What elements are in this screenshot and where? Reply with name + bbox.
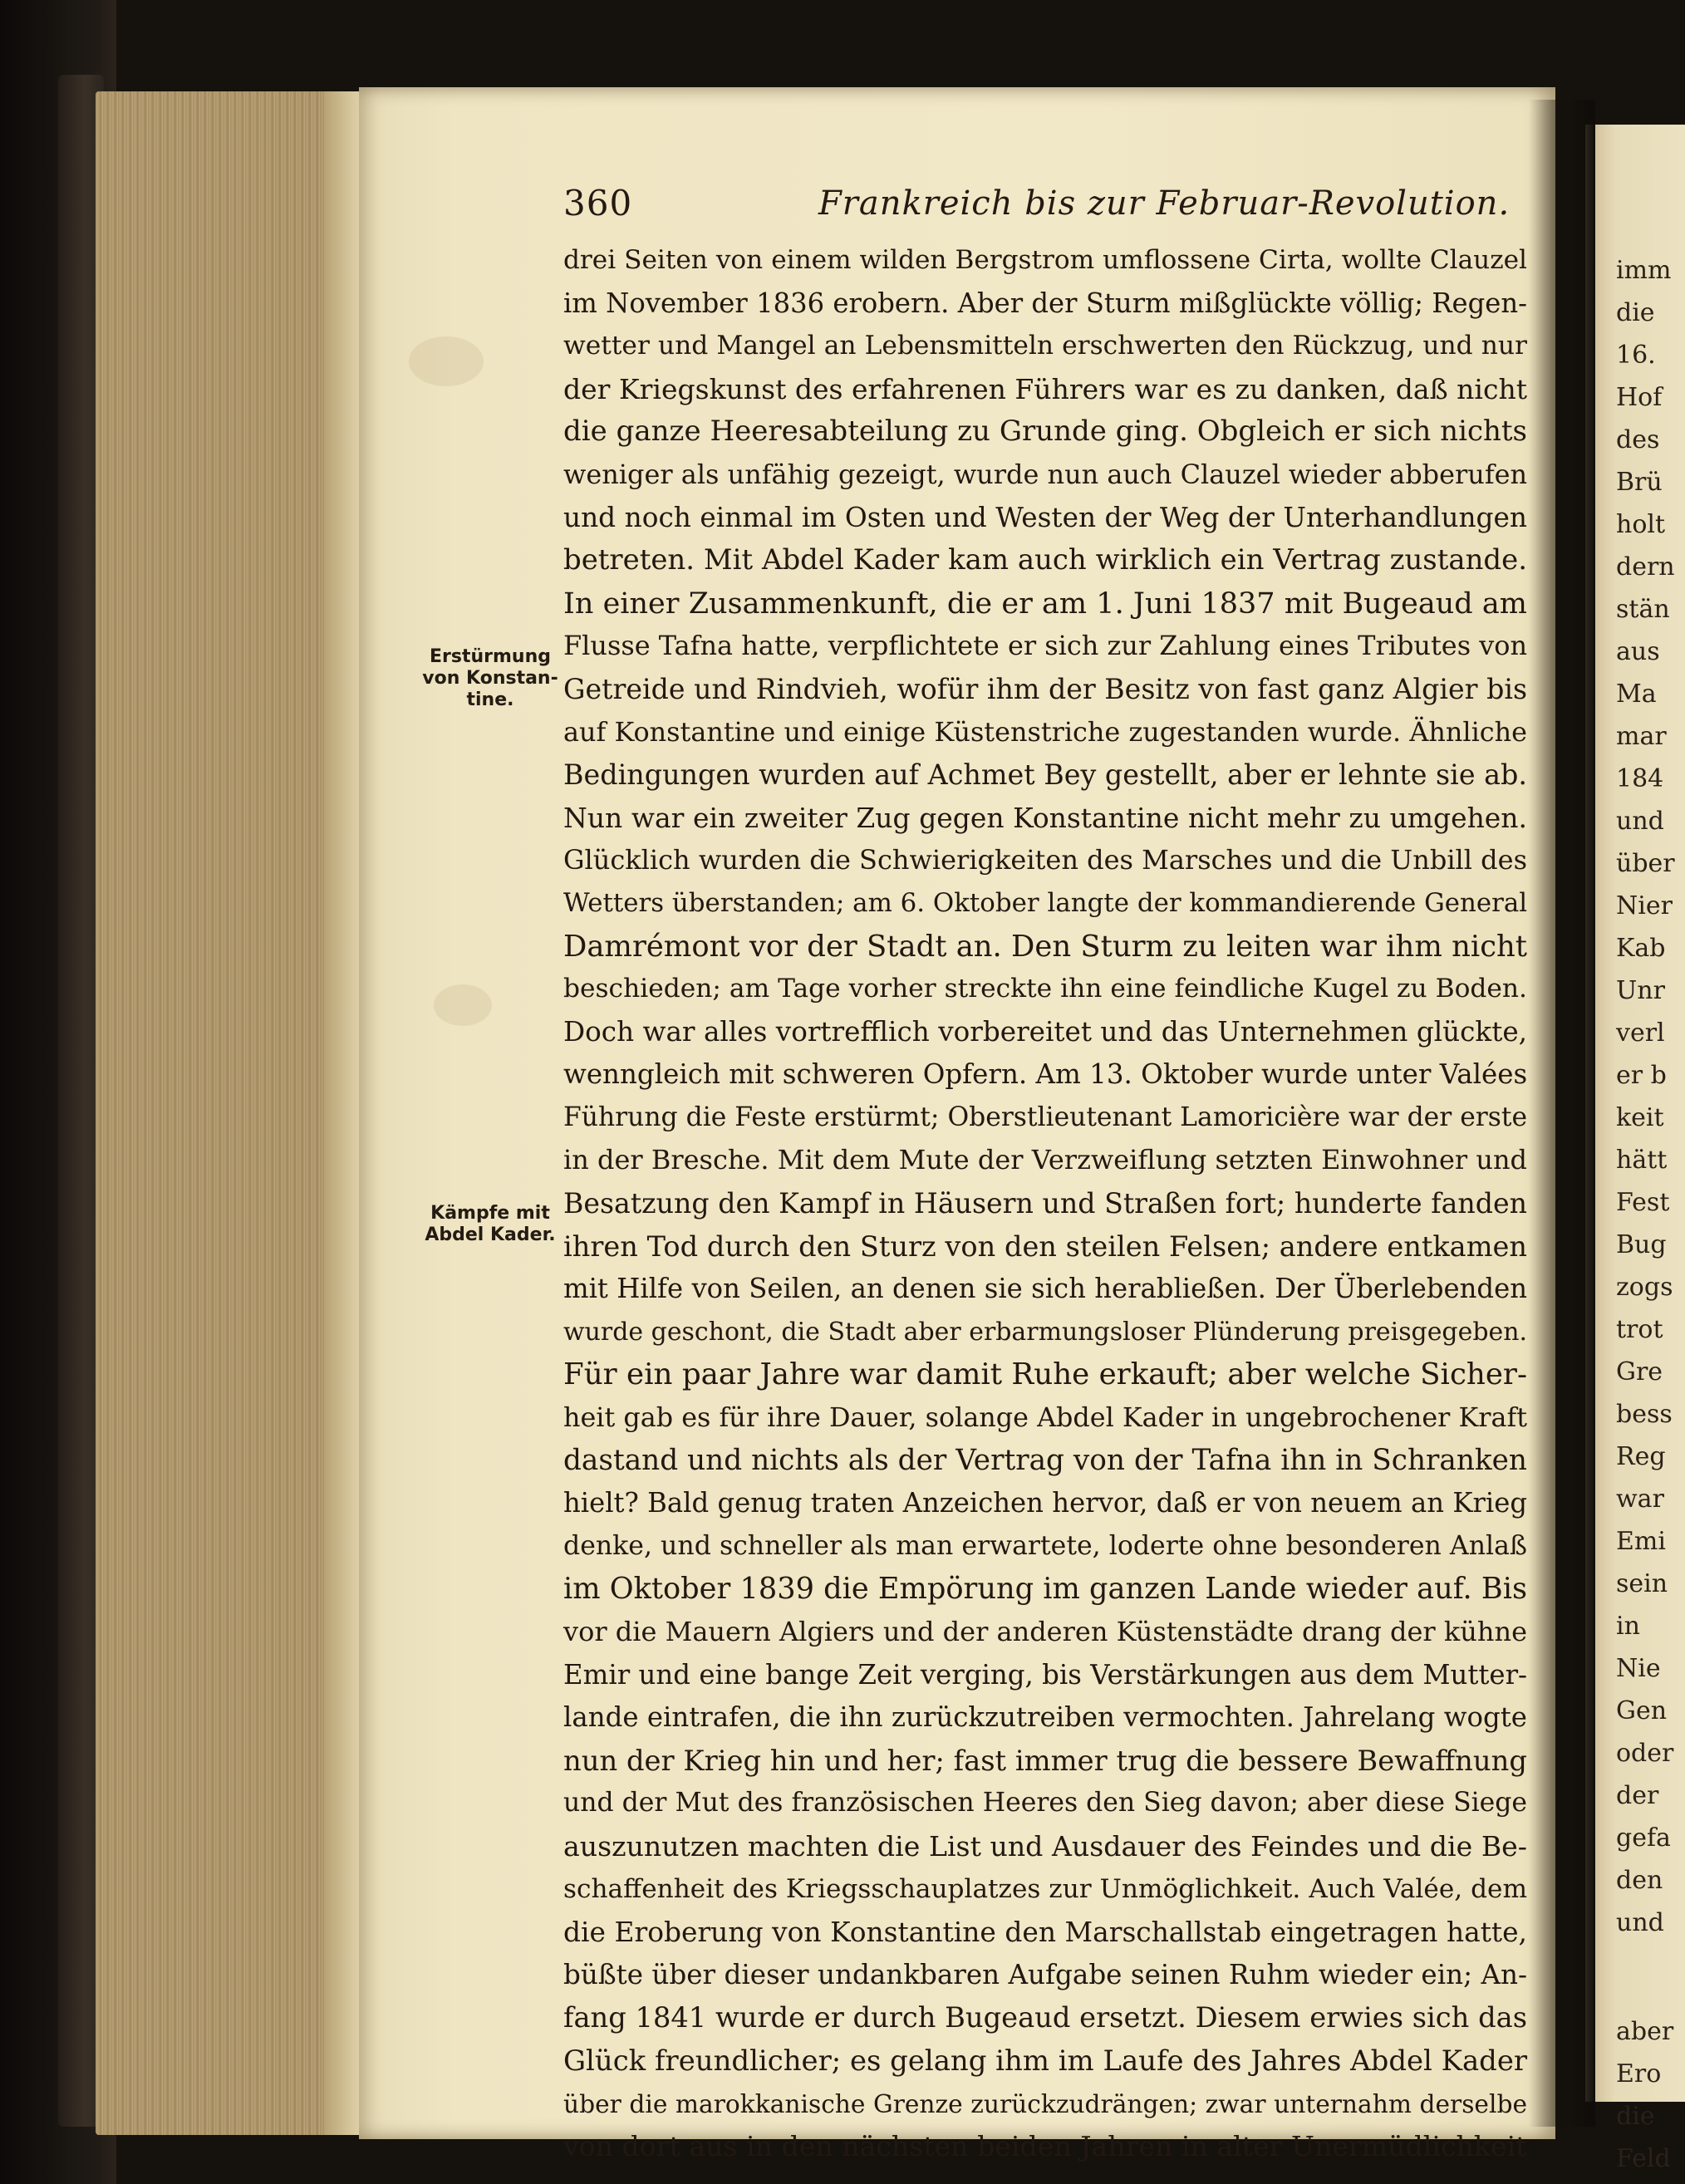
text-line: fang 1841 wurde er durch Bugeaud ersetzt. Diesem erwies sich das (563, 2001, 1527, 2034)
page-number: 360 (563, 183, 633, 223)
text-line: Wetters überstanden; am 6. Oktober langte der kommandierende General (563, 887, 1528, 918)
text-line: Für ein paar Jahre war damit Ruhe erkauft; aber welche Sicher- (563, 1357, 1527, 1392)
text-line: ihren Tod durch den Sturz von den steilen Felsen; andere entkamen (563, 1229, 1527, 1263)
gutter-shadow (1529, 100, 1595, 2127)
right-page-fragment: bess (1616, 1400, 1673, 1429)
right-page-fragment: Nie (1616, 1654, 1661, 1683)
right-page-fragment: dern (1616, 552, 1675, 582)
text-line: Damrémont vor der Stadt an. Den Sturm zu leiten war ihm nicht (563, 929, 1527, 964)
text-line: denke, und schneller als man erwartete, loderte ohne besonderen Anlaß (563, 1530, 1527, 1561)
right-page-fragment: Gre (1616, 1357, 1663, 1386)
page-stack-edge (96, 91, 353, 2135)
right-page-fragment: den (1616, 1866, 1663, 1895)
right-page-fragment: war (1616, 1485, 1664, 1514)
right-page-fragment: Kab (1616, 934, 1666, 963)
right-page-fragment: aus (1616, 637, 1660, 666)
right-page-fragment: holt (1616, 510, 1666, 539)
right-page-fragment: oder (1616, 1739, 1674, 1768)
right-page-fragment: gefa (1616, 1823, 1671, 1853)
right-page-fragment: mar (1616, 722, 1667, 751)
right-page-fragment: Emi (1616, 1527, 1666, 1556)
text-line: beschieden; am Tage vorher streckte ihn eine feindliche Kugel zu Boden. (563, 974, 1527, 1004)
right-page-fragment: und (1616, 1908, 1664, 1937)
text-line: betreten. Mit Abdel Kader kam auch wirklich ein Vertrag zustande. (563, 544, 1527, 577)
text-line: und noch einmal im Osten und Westen der Weg der Unterhandlungen (563, 501, 1527, 533)
right-page-fragment: hätt (1616, 1146, 1668, 1175)
right-page-fragment: in (1616, 1612, 1640, 1641)
running-title: Frankreich bis zur Februar-Revolution. (818, 184, 1511, 223)
body-text (563, 239, 1527, 2168)
text-line: Nun war ein zweiter Zug gegen Konstantine nicht mehr zu umgehen. (563, 801, 1527, 834)
text-line: in der Bresche. Mit dem Mute der Verzweiflung setzten Einwohner und (563, 1144, 1527, 1176)
right-page-fragment: Reg (1616, 1442, 1666, 1471)
text-line: Glücklich wurden die Schwierigkeiten des Marsches und die Unbill des (563, 844, 1527, 876)
text-line: im Oktober 1839 die Empörung im ganzen Lande wieder auf. Bis (563, 1572, 1527, 1607)
right-page-fragment: sein (1616, 1569, 1668, 1598)
text-line: weniger als unfähig gezeigt, wurde nun auch Clauzel wieder abberufen (563, 458, 1528, 490)
right-page-fragment: des (1616, 425, 1660, 454)
right-page-fragment: 184 (1616, 764, 1664, 793)
text-line: In einer Zusammenkunft, die er am 1. Juni 1837 mit Bugeaud am (563, 586, 1527, 621)
text-line: heit gab es für ihre Dauer, solange Abdel Kader in ungebrochener Kraft (563, 1402, 1527, 1434)
right-page-fragment: die (1616, 298, 1655, 327)
right-page-fragment: Hof (1616, 383, 1663, 412)
text-line: büßte über dieser undankbaren Aufgabe seinen Ruhm wieder ein; An- (563, 1958, 1527, 1990)
text-line: mit Hilfe von Seilen, an denen sie sich herabließen. Der Überlebenden (563, 1273, 1527, 1305)
text-line: Doch war alles vortrefflich vorbereitet und das Unternehmen glückte, (563, 1015, 1527, 1048)
text-line: Getreide und Rindvieh, wofür ihm der Besitz von fast ganz Algier bis (563, 672, 1527, 705)
text-line: nun der Krieg hin und her; fast immer trug die bessere Bewaffnung (563, 1744, 1527, 1777)
marginal-note-erstuermung (420, 646, 561, 711)
text-line: wetter und Mangel an Lebensmitteln erschwerten den Rückzug, und nur (563, 331, 1527, 361)
right-page-fragment: Unr (1616, 976, 1665, 1005)
right-page-fragment: Ma (1616, 680, 1657, 709)
right-page-fragment: Nier (1616, 891, 1673, 920)
right-page-fragment: aber (1616, 2017, 1674, 2046)
text-line: Bedingungen wurden auf Achmet Bey gestellt, aber er lehnte sie ab. (563, 758, 1527, 792)
text-line: Emir und eine bange Zeit verging, bis Verstärkungen aus dem Mutter- (563, 1658, 1527, 1691)
text-line: schaffenheit des Kriegsschauplatzes zur Unmöglichkeit. Auch Valée, dem (563, 1873, 1527, 1904)
right-page-fragment (1616, 1944, 1674, 2010)
text-line: über die marokkanische Grenze zurückzudrängen; zwar unternahm derselbe (563, 2088, 1527, 2118)
right-page-fragment: imm (1616, 256, 1672, 285)
text-line: die Eroberung von Konstantine den Marschallstab eingetragen hatte, (563, 1916, 1527, 1949)
marginal-note-line: Abdel Kader. (425, 1225, 556, 1245)
text-line: von dort aus in den nächsten beiden Jahren in alter Unermüdlichkeit (563, 2130, 1527, 2163)
text-line: auf Konstantine und einige Küstenstriche zugestanden wurde. Ähnliche (563, 715, 1527, 748)
right-page-fragment: verl (1616, 1018, 1665, 1048)
text-line: wurde geschont, die Stadt aber erbarmungsloser Plünderung preisgegeben. (563, 1317, 1527, 1347)
marginal-note-kaempfe (420, 1203, 561, 1246)
right-page-fragment: und (1616, 807, 1664, 836)
text-line: Glück freundlicher; es gelang ihm im Laufe des Jahres Abdel Kader (563, 2044, 1528, 2077)
right-page-fragment: Feld (1616, 2144, 1671, 2173)
text-line: drei Seiten von einem wilden Bergstrom umflossene Cirta, wollte Clauzel (563, 245, 1527, 275)
text-line: Flusse Tafna hatte, verpflichtete er sich zur Zahlung eines Tributes von (563, 630, 1528, 662)
text-line: Führung die Feste erstürmt; Oberstlieutenant Lamoricière war der erste (563, 1102, 1527, 1132)
right-page-fragment: keit (1616, 1103, 1664, 1132)
text-line: im November 1836 erobern. Aber der Sturm mißglückte völlig; Regen- (563, 287, 1527, 319)
marginal-note-line: tine. (466, 690, 514, 710)
text-line: hielt? Bald genug traten Anzeichen hervor, daß er von neuem an Krieg (563, 1487, 1527, 1519)
right-page-fragment: zogs (1616, 1273, 1673, 1302)
text-line: wenngleich mit schweren Opfern. Am 13. Oktober wurde unter Valées (563, 1058, 1528, 1091)
marginal-note-line: Erstürmung (430, 646, 551, 667)
right-page-fragment: über (1616, 849, 1675, 878)
right-page-fragment: Ero (1616, 2059, 1662, 2088)
right-page-fragment: stän (1616, 595, 1670, 624)
right-page-fragment: Gen (1616, 1696, 1668, 1725)
right-page-fragment: Fest (1616, 1188, 1670, 1217)
right-page-text-fragments (1616, 249, 1674, 2180)
right-page-fragment: trot (1616, 1315, 1663, 1344)
right-page-fragment: er b (1616, 1061, 1667, 1090)
right-page-fragment: Brü (1616, 468, 1663, 497)
marginal-note-line: von Konstan- (422, 668, 558, 689)
right-page-fragment: die (1616, 2102, 1655, 2131)
text-line: lande eintrafen, die ihn zurückzutreiben vermochten. Jahrelang wogte (563, 1701, 1527, 1734)
text-line: der Kriegskunst des erfahrenen Führers war es zu danken, daß nicht (563, 372, 1527, 405)
text-line: vor die Mauern Algiers und der anderen Küstenstädte drang der kühne (563, 1616, 1527, 1647)
text-line: die ganze Heeresabteilung zu Grunde ging. Obgleich er sich nichts (563, 415, 1527, 449)
right-page-fragment: Bug (1616, 1230, 1667, 1259)
marginal-note-line: Kämpfe mit (430, 1203, 550, 1224)
text-line: auszunutzen machten die List und Ausdauer des Feindes und die Be- (563, 1829, 1527, 1863)
text-line: und der Mut des französischen Heeres den Sieg davon; aber diese Siege (563, 1788, 1527, 1818)
right-page-fragment: der (1616, 1781, 1659, 1810)
text-line: dastand und nichts als der Vertrag von der Tafna ihn in Schranken (563, 1443, 1527, 1477)
right-page-fragment: 16. (1616, 341, 1656, 370)
text-line: Besatzung den Kampf in Häusern und Straßen fort; hunderte fanden (563, 1187, 1527, 1220)
